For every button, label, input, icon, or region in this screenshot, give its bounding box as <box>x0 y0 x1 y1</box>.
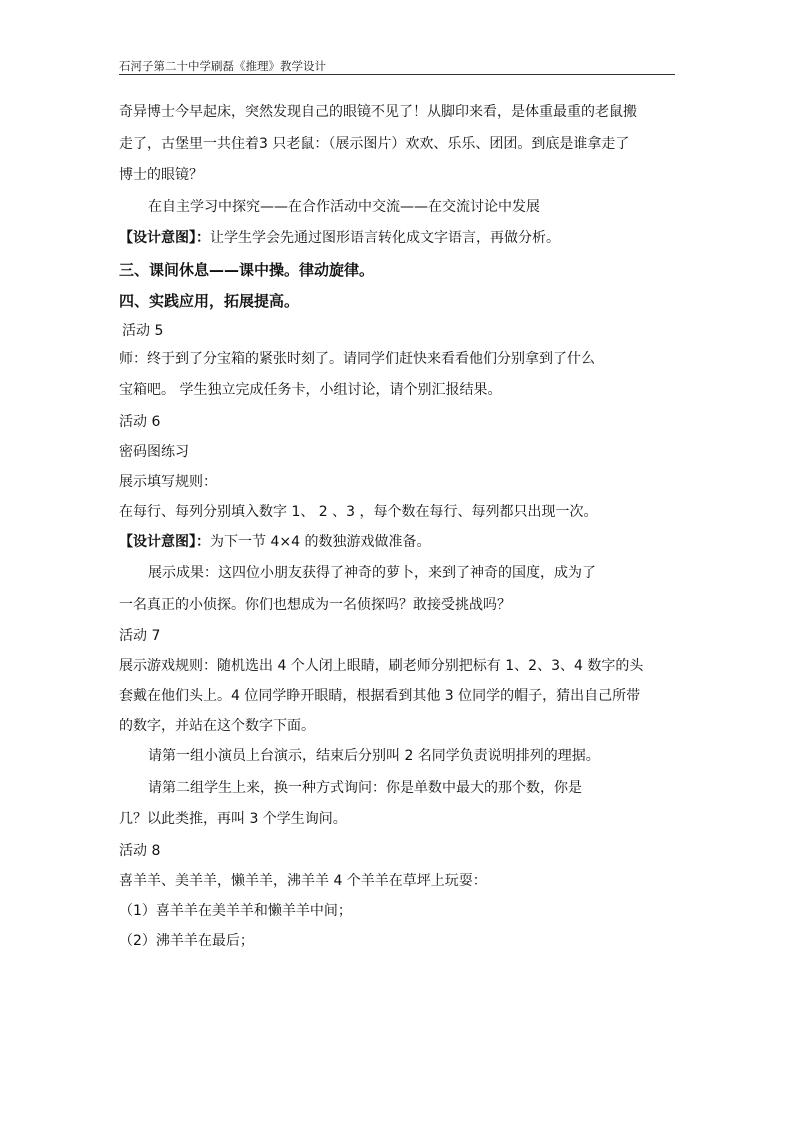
game-rules-line: 套戴在他们头上。4 位同学睁开眼睛，根据看到其他 3 位同学的帽子，猜出自己所带 <box>119 688 641 704</box>
page-header: 石河子第二十中学刷磊《推理》教学设计 <box>119 59 326 73</box>
design-intent-label: 【设计意图】： <box>119 533 210 550</box>
group-2-line: 请第二组学生上来，换一种方式询问：你是单数中最大的那个数，你是 <box>148 779 582 796</box>
sheep-intro-line: 喜羊羊、美羊羊，懒羊羊，沸羊羊 4 个羊羊在草坪上玩耍： <box>119 872 487 889</box>
group-2-line: 几？以此类推，再叫 3 个学生询问。 <box>119 811 347 827</box>
design-intent-label: 【设计意图】： <box>119 230 210 246</box>
activity-8-label: 活动 8 <box>119 842 161 859</box>
intro-paragraph-line: 走了，古堡里一共住着3 只老鼠：（展示图片）欢欢、乐乐、团团。到底是谁拿走了 <box>119 135 630 152</box>
activity-6-label: 活动 6 <box>119 413 161 430</box>
password-grid-label: 密码图练习 <box>119 443 189 460</box>
design-intent-text: 为下一节 4×4 的数独游戏做准备。 <box>210 533 431 550</box>
design-intent-2 <box>119 527 675 559</box>
activity-7-label: 活动 7 <box>119 628 161 644</box>
explore-line: 在自主学习中探究——在合作活动中交流——在交流讨论中发展 <box>148 198 540 215</box>
design-intent-1 <box>119 223 675 255</box>
header-divider <box>119 74 675 75</box>
rules-text: 在每行、每列分别填入数字 1、 2 、3 ，每个数在每行、每列都只出现一次。 <box>119 503 598 520</box>
intro-paragraph-line: 奇异博士今早起床，突然发现自己的眼镜不见了！从脚印来看，是体重最重的老鼠搬 <box>119 104 637 120</box>
result-paragraph-line: 展示成果：这四位小朋友获得了神奇的萝卜，来到了神奇的国度，成为了 <box>148 565 596 581</box>
section-heading-4: 四、实践应用，拓展提高。 <box>119 292 300 310</box>
clue-item: （2）沸羊羊在最后； <box>119 932 254 949</box>
teacher-paragraph-line: 宝箱吧。 学生独立完成任务卡，小组讨论，请个别汇报结果。 <box>119 382 502 398</box>
section-heading-3: 三、课间休息——课中操。律动旋律。 <box>119 260 375 279</box>
result-paragraph-line: 一名真正的小侦探。你们也想成为一名侦探吗？敢接受挑战吗？ <box>119 596 511 613</box>
rules-label: 展示填写规则： <box>119 473 217 490</box>
document-body <box>119 97 675 956</box>
activity-5-label: 活动 5 <box>122 322 164 339</box>
game-rules-line: 展示游戏规则：随机选出 4 个人闭上眼睛，刷老师分别把标有 1、2、3、4 数字的头 <box>119 658 644 674</box>
clue-item: （1）喜羊羊在美羊羊和懒羊羊中间； <box>119 902 352 919</box>
teacher-paragraph-line: 师：终于到了分宝箱的紧张时刻了。请同学们赶快来看看他们分别拿到了什么 <box>119 350 595 367</box>
group-1-line: 请第一组小演员上台演示，结束后分别叫 2 名同学负责说明排列的理据。 <box>148 748 600 764</box>
game-rules-line: 的数字，并站在这个数字下面。 <box>119 718 315 734</box>
intro-paragraph-line: 博士的眼镜？ <box>119 167 203 183</box>
design-intent-text: 让学生学会先通过图形语言转化成文字语言，再做分析。 <box>210 230 560 246</box>
